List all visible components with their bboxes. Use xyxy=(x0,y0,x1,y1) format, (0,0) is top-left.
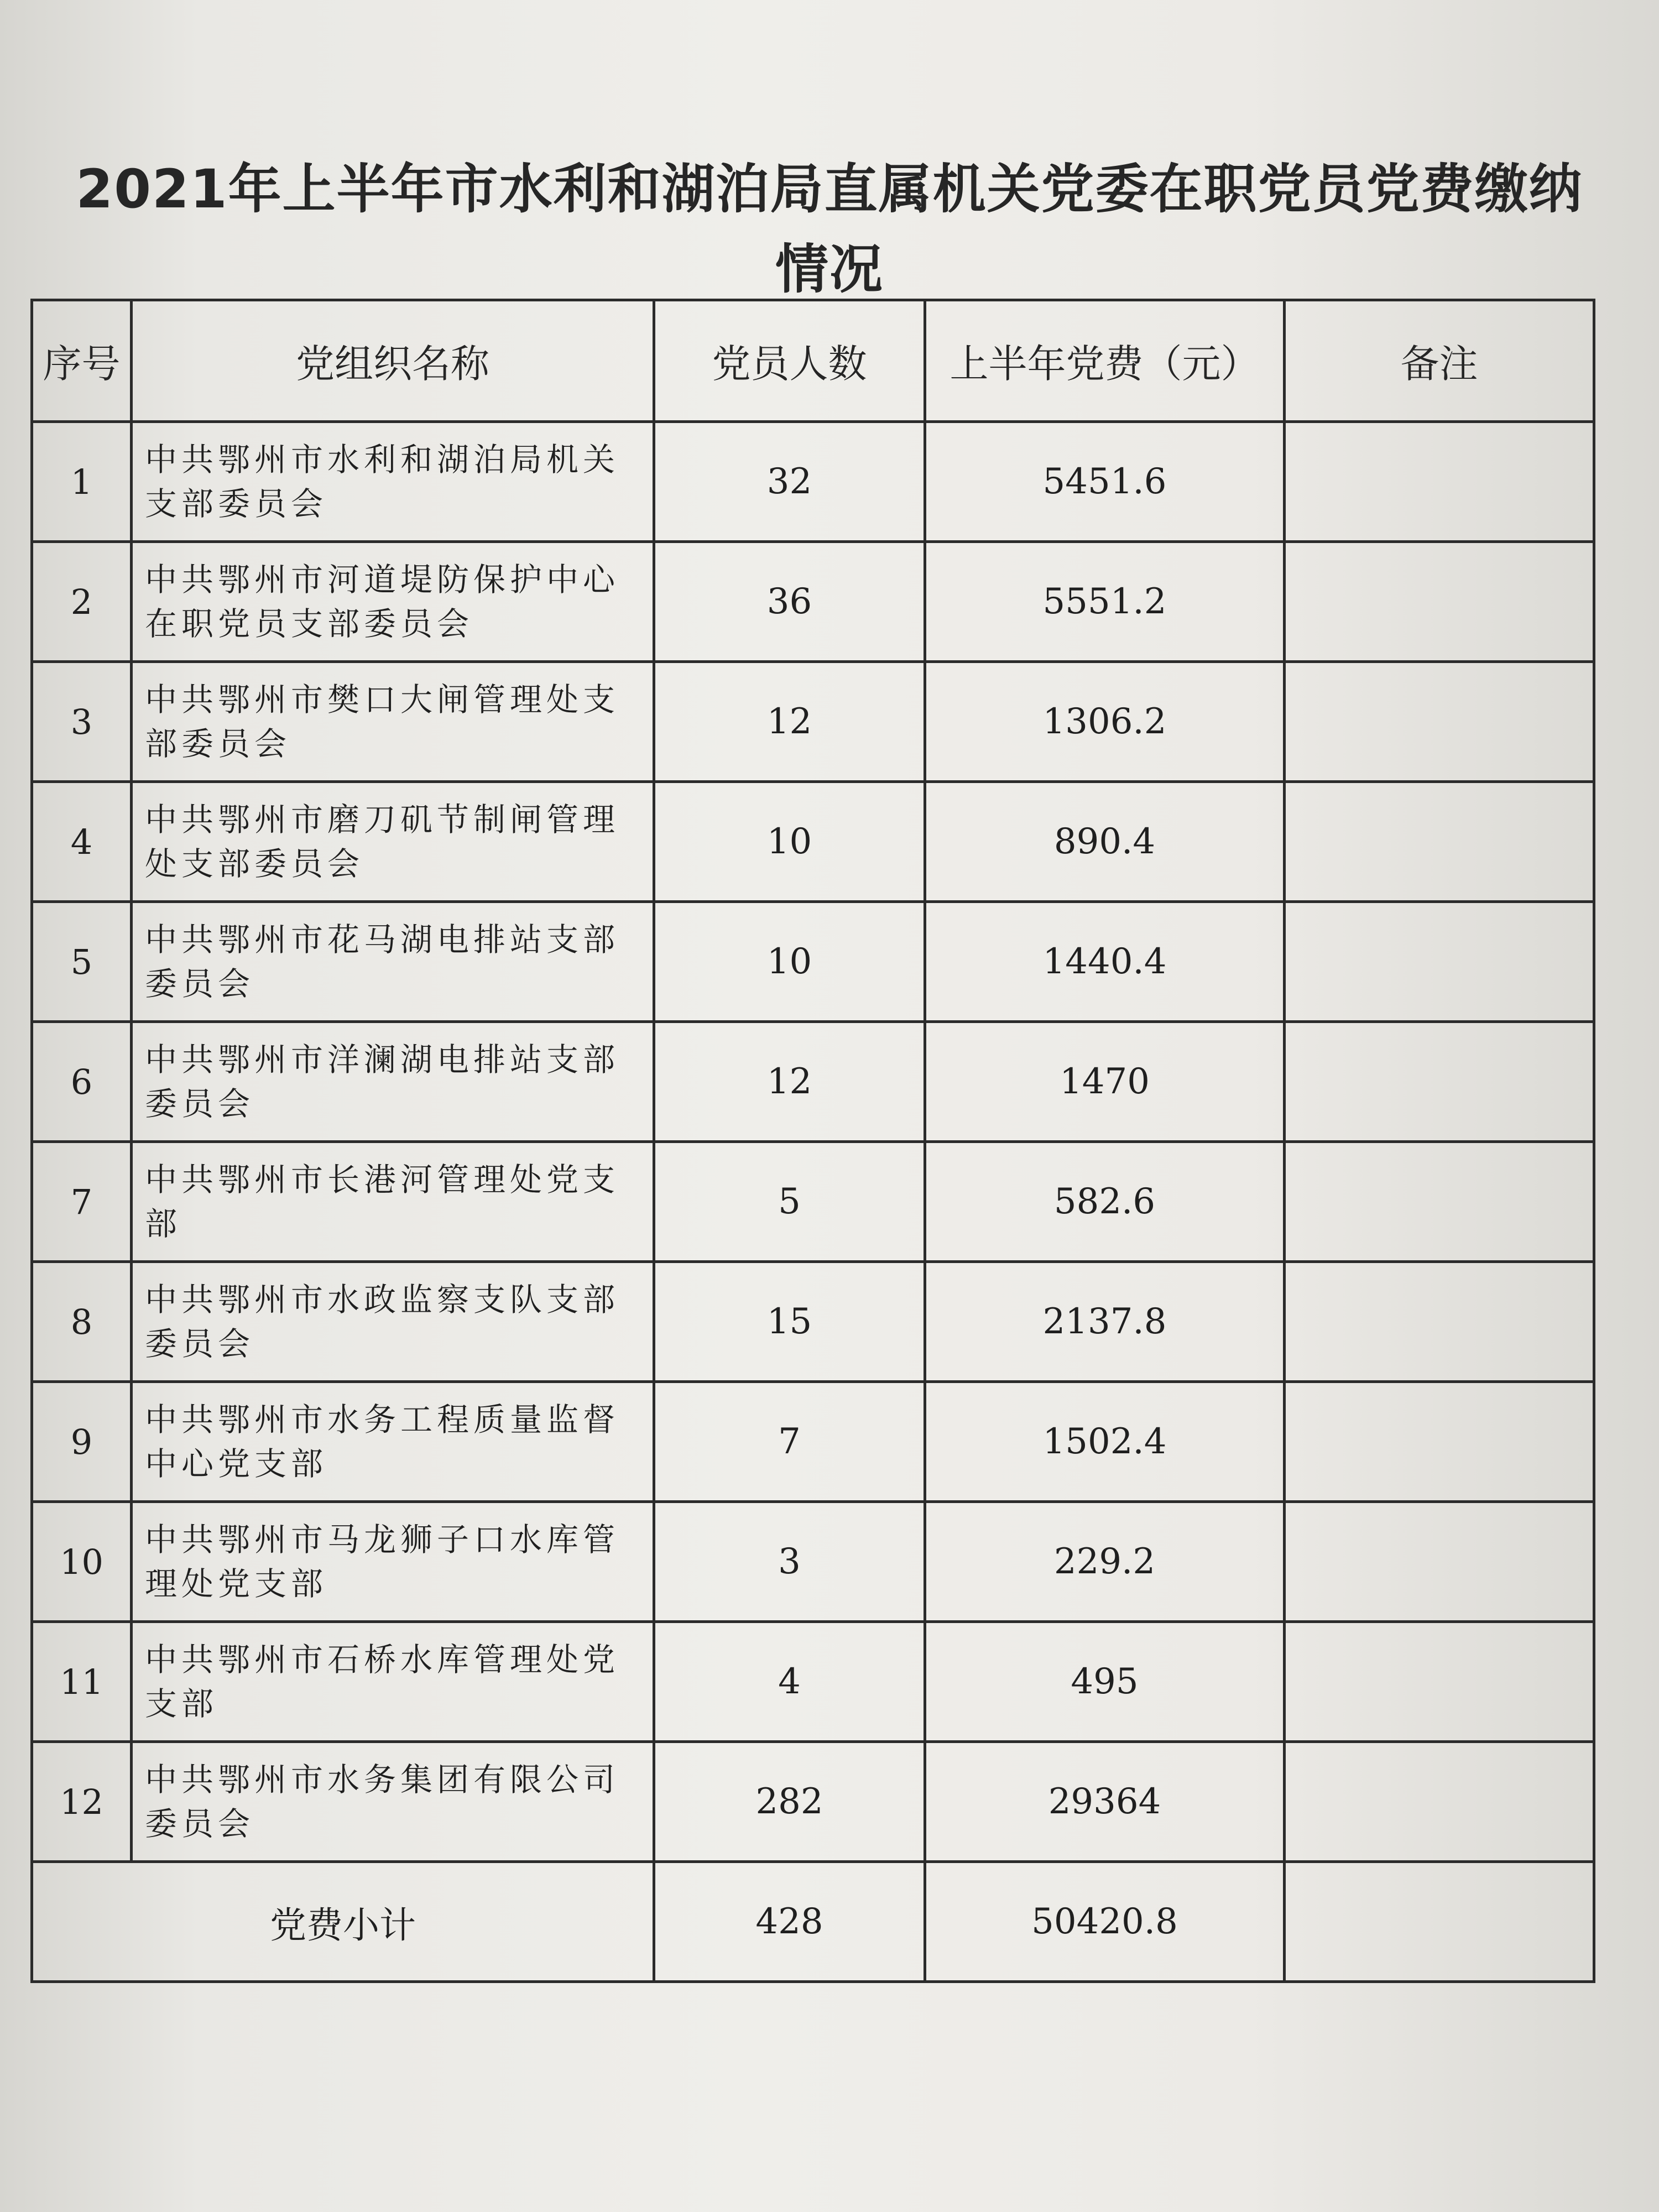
row-org-name-text: 中共鄂州市水务工程质量监督中心党支部 xyxy=(145,1401,620,1483)
table-row xyxy=(32,1262,1594,1382)
row-fee: 5551.2 xyxy=(925,542,1285,662)
row-fee: 890.4 xyxy=(925,782,1285,902)
row-fee: 1306.2 xyxy=(925,662,1285,782)
row-note xyxy=(1285,1502,1594,1622)
row-fee: 2137.8 xyxy=(925,1262,1285,1382)
row-member-count: 10 xyxy=(654,782,925,902)
row-seq: 9 xyxy=(32,1382,132,1502)
row-org-name xyxy=(132,1262,654,1382)
row-member-count: 10 xyxy=(654,902,925,1022)
table-header-row xyxy=(32,300,1594,422)
row-seq: 3 xyxy=(32,662,132,782)
row-org-name xyxy=(132,542,654,662)
row-seq: 2 xyxy=(32,542,132,662)
row-org-name xyxy=(132,1142,654,1262)
row-org-name xyxy=(132,902,654,1022)
table-row xyxy=(32,1382,1594,1502)
total-label: 党费小计 xyxy=(32,1862,654,1982)
row-note xyxy=(1285,422,1594,542)
row-fee: 1440.4 xyxy=(925,902,1285,1022)
row-note xyxy=(1285,1382,1594,1502)
row-org-name-text: 中共鄂州市磨刀矶节制闸管理处支部委员会 xyxy=(145,801,620,883)
row-member-count: 282 xyxy=(654,1742,925,1862)
row-member-count: 7 xyxy=(654,1382,925,1502)
total-row xyxy=(32,1862,1594,1982)
row-note xyxy=(1285,662,1594,782)
row-org-name xyxy=(132,782,654,902)
row-note xyxy=(1285,1262,1594,1382)
row-org-name xyxy=(132,662,654,782)
table-row xyxy=(32,422,1594,542)
row-note xyxy=(1285,542,1594,662)
header-fee: 上半年党费（元） xyxy=(925,300,1285,422)
row-org-name-text: 中共鄂州市水务集团有限公司委员会 xyxy=(145,1761,620,1843)
row-seq: 11 xyxy=(32,1622,132,1742)
row-seq: 4 xyxy=(32,782,132,902)
row-org-name-text: 中共鄂州市河道堤防保护中心在职党员支部委员会 xyxy=(145,561,620,643)
header-org-name: 党组织名称 xyxy=(132,300,654,422)
table-row xyxy=(32,1022,1594,1142)
party-fee-table xyxy=(30,299,1595,1983)
row-seq: 12 xyxy=(32,1742,132,1862)
table-row xyxy=(32,902,1594,1022)
header-seq: 序号 xyxy=(32,300,132,422)
row-member-count: 3 xyxy=(654,1502,925,1622)
row-fee: 1502.4 xyxy=(925,1382,1285,1502)
table-row xyxy=(32,1502,1594,1622)
row-org-name-text: 中共鄂州市水利和湖泊局机关支部委员会 xyxy=(145,441,620,523)
row-org-name xyxy=(132,1502,654,1622)
row-note xyxy=(1285,1622,1594,1742)
row-org-name xyxy=(132,1622,654,1742)
table-row xyxy=(32,662,1594,782)
row-member-count: 15 xyxy=(654,1262,925,1382)
row-org-name-text: 中共鄂州市长港河管理处党支部 xyxy=(145,1161,620,1243)
row-org-name-text: 中共鄂州市洋澜湖电排站支部委员会 xyxy=(145,1041,620,1123)
document-title: 2021年上半年市水利和湖泊局直属机关党委在职党员党费缴纳情况 xyxy=(76,158,1583,300)
row-fee: 29364 xyxy=(925,1742,1285,1862)
row-member-count: 12 xyxy=(654,1022,925,1142)
row-note xyxy=(1285,1022,1594,1142)
row-fee: 582.6 xyxy=(925,1142,1285,1262)
row-org-name-text: 中共鄂州市花马湖电排站支部委员会 xyxy=(145,921,620,1003)
table-row xyxy=(32,782,1594,902)
row-org-name-text: 中共鄂州市水政监察支队支部委员会 xyxy=(145,1281,620,1363)
row-note xyxy=(1285,1742,1594,1862)
row-member-count: 12 xyxy=(654,662,925,782)
row-seq: 5 xyxy=(32,902,132,1022)
row-note xyxy=(1285,902,1594,1022)
row-org-name-text: 中共鄂州市马龙狮子口水库管理处党支部 xyxy=(145,1521,620,1603)
total-fee: 50420.8 xyxy=(925,1862,1285,1982)
row-member-count: 5 xyxy=(654,1142,925,1262)
row-member-count: 36 xyxy=(654,542,925,662)
row-fee: 495 xyxy=(925,1622,1285,1742)
row-org-name-text: 中共鄂州市樊口大闸管理处支部委员会 xyxy=(145,681,620,763)
row-org-name xyxy=(132,422,654,542)
row-seq: 10 xyxy=(32,1502,132,1622)
row-note xyxy=(1285,782,1594,902)
total-note xyxy=(1285,1862,1594,1982)
header-note: 备注 xyxy=(1285,300,1594,422)
total-member-count: 428 xyxy=(654,1862,925,1982)
row-seq: 8 xyxy=(32,1262,132,1382)
row-org-name xyxy=(132,1382,654,1502)
row-member-count: 4 xyxy=(654,1622,925,1742)
row-note xyxy=(1285,1142,1594,1262)
table-row xyxy=(32,1742,1594,1862)
row-member-count: 32 xyxy=(654,422,925,542)
row-fee: 1470 xyxy=(925,1022,1285,1142)
row-fee: 5451.6 xyxy=(925,422,1285,542)
table-row xyxy=(32,1142,1594,1262)
row-org-name xyxy=(132,1022,654,1142)
row-seq: 7 xyxy=(32,1142,132,1262)
row-org-name-text: 中共鄂州市石桥水库管理处党支部 xyxy=(145,1641,620,1723)
header-member-count: 党员人数 xyxy=(654,300,925,422)
row-seq: 1 xyxy=(32,422,132,542)
row-fee: 229.2 xyxy=(925,1502,1285,1622)
table-row xyxy=(32,542,1594,662)
table-row xyxy=(32,1622,1594,1742)
row-seq: 6 xyxy=(32,1022,132,1142)
row-org-name xyxy=(132,1742,654,1862)
